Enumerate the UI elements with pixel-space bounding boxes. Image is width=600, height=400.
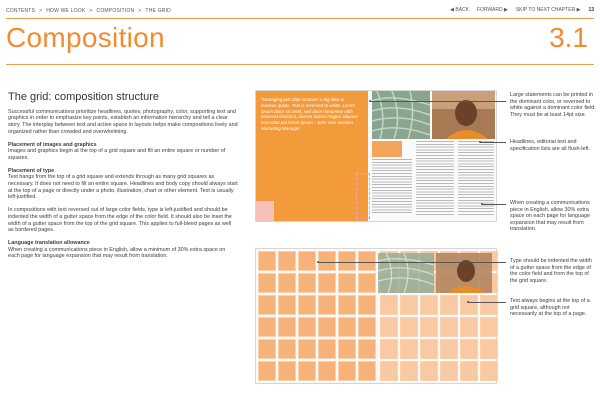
grid-square (298, 273, 316, 293)
grid-square (420, 361, 438, 381)
grid-square (338, 361, 356, 381)
callout-leader (468, 302, 506, 303)
gutter-guide (356, 173, 370, 219)
headline-color-block (372, 141, 402, 157)
back-label: BACK (455, 7, 469, 13)
grid-square (440, 339, 458, 359)
grid-square (358, 361, 376, 381)
grid-square (380, 295, 398, 315)
spread-quote: “Managing just 29pt contains a big idea or nucleus quote. Text is reversed to white. Lorem ipsum dolor sit amet, sed diam nonummy nibh euismod tincidunt, laoreet dolore magna aliquam erat volut pat lorem ipsum.” John Doe Aviation Marketing Manager (261, 97, 359, 131)
grid-square (298, 295, 316, 315)
grid-square (318, 251, 336, 271)
grid-square (338, 317, 356, 337)
translation-title: Language translation allowance (8, 239, 90, 246)
cable-photo-small (378, 253, 434, 293)
grid-square (278, 317, 296, 337)
grid-square (400, 317, 418, 337)
arrow-right-icon: ▶ (576, 7, 581, 13)
body-text-column (8, 91, 238, 266)
callout-leader (482, 204, 506, 205)
arrow-left-icon: ◀ (450, 7, 454, 13)
grid-square (318, 273, 336, 293)
grid-square (480, 361, 498, 381)
grid-square (400, 339, 418, 359)
breadcrumb-how-we-look[interactable]: HOW WE LOOK (46, 8, 86, 14)
grid-square (480, 317, 498, 337)
cable-photo (372, 91, 430, 139)
callout-leader (318, 262, 506, 263)
callout-flush-left: Headlines, editorial text and specification lists are all flush-left. (510, 139, 590, 152)
grid-square (460, 361, 478, 381)
grid-square (258, 339, 276, 359)
callout-large-statements: Large statements can be printed in the dominant color, or reversed to white against a dominant color field. They must be at least 14pt size. (510, 92, 596, 118)
grid-square (440, 317, 458, 337)
back-button[interactable] (450, 7, 469, 13)
grid-square (358, 273, 376, 293)
grid-square (440, 361, 458, 381)
breadcrumb-separator: > (138, 8, 142, 14)
grid-square (278, 361, 296, 381)
skip-label: SKIP TO NEXT CHAPTER (515, 7, 576, 13)
grid-square (338, 273, 356, 293)
grid-square (420, 295, 438, 315)
grid-square (298, 339, 316, 359)
body-text-block (372, 159, 412, 215)
grid-square (318, 295, 336, 315)
grid-square (358, 251, 376, 271)
grid-square (278, 339, 296, 359)
example-spread-layout (255, 90, 497, 222)
grid-square (460, 339, 478, 359)
callout-leader (370, 101, 506, 102)
skip-chapter-button[interactable] (516, 7, 581, 13)
forward-button[interactable] (477, 7, 508, 13)
intro-paragraph: Successful communications prioritize headlines, quotes, photography, color, supporting text and graphics in order to emphasize key points, establish an information hierarchy and tell a clear story. The interplay between text and active space in layouts helps make compositions lively and organized rather than crowded and overwhelming. (8, 108, 238, 135)
grid-square (420, 339, 438, 359)
gutter-guide (256, 201, 274, 221)
translation-text: When creating a communications piece in English, allow a minimum of 30% extra space on each page for language expansion that may result from translation. (8, 246, 226, 260)
page-navigation (450, 7, 594, 13)
grid-square (278, 251, 296, 271)
callout-leader (480, 142, 506, 143)
header-rule-bottom (6, 64, 594, 65)
breadcrumb-contents[interactable]: CONTENTS (6, 8, 36, 14)
grid-square (400, 361, 418, 381)
grid-square (380, 361, 398, 381)
person-photo-small (436, 253, 492, 293)
grid-square (318, 339, 336, 359)
grid-square (258, 251, 276, 271)
breadcrumb-composition[interactable]: COMPOSITION (96, 8, 135, 14)
breadcrumb-separator: > (39, 8, 43, 14)
grid-square (318, 361, 336, 381)
section-heading: The grid: composition structure (8, 91, 160, 103)
breadcrumb-separator: > (89, 8, 93, 14)
body-text-block (416, 141, 454, 215)
grid-square (358, 317, 376, 337)
grid-square (258, 361, 276, 381)
grid-square (338, 339, 356, 359)
breadcrumb-the-grid: THE GRID (145, 8, 171, 14)
grid-square (380, 339, 398, 359)
grid-square (298, 251, 316, 271)
page-title: Composition (6, 22, 165, 53)
grid-square (400, 295, 418, 315)
grid-square (480, 339, 498, 359)
grid-square (460, 317, 478, 337)
grid-square (298, 317, 316, 337)
grid-square (338, 295, 356, 315)
section-number: 3.1 (549, 22, 588, 53)
arrow-right-icon: ▶ (503, 7, 508, 13)
grid-square (480, 295, 498, 315)
callout-text-top: Text always begins at the top of a grid square, although not necessarily at the top of a page. (510, 298, 590, 318)
grid-square (258, 295, 276, 315)
grid-square (298, 361, 316, 381)
breadcrumb (6, 8, 175, 14)
reversed-text-paragraph: In compositions with text reversed out of large color fields, type is left-justified and should be indented the width of a gutter space from the edge of the color field. It should also be inset the width of a gutter space from the top of the grid square. This applies to full-bleed pages as well as bordered pages. (8, 207, 232, 234)
grid-square (258, 273, 276, 293)
grid-square (358, 339, 376, 359)
grid-square (278, 295, 296, 315)
placement-images-title: Placement of images and graphics (8, 141, 97, 148)
page-number: 13 (588, 7, 594, 13)
callout-indent: Type should be indented the width of a gutter space from the edge of the color field and from the top of the grid square. (510, 258, 592, 284)
grid-square (358, 295, 376, 315)
grid-square (440, 295, 458, 315)
grid-square (318, 317, 336, 337)
grid-square (338, 251, 356, 271)
header-rule-top (6, 18, 594, 19)
grid-square (380, 317, 398, 337)
grid-square (460, 295, 478, 315)
placement-images-text: Images and graphics begin at the top of a grid square and fill an entire square or number of squares. (8, 148, 226, 161)
person-photo (432, 91, 495, 139)
placement-type-title: Placement of type (8, 167, 55, 174)
callout-translation-space: When creating a communications piece in English, allow 30% extra space on each page for language expansion that may result from translation. (510, 200, 591, 233)
grid-square (420, 317, 438, 337)
grid-square (278, 273, 296, 293)
grid-overlay-spread (255, 248, 497, 384)
grid-square (258, 317, 276, 337)
placement-type-text: Text hangs from the top of a grid square and extends through as many grid squares as necessary. It does not need to fill an entire square. Headlines and body copy should always start at the top of a page or directly under a photo, illustration, chart or other element. Text is usually left-justified. (8, 174, 238, 201)
forward-label: FORWARD (477, 7, 503, 13)
